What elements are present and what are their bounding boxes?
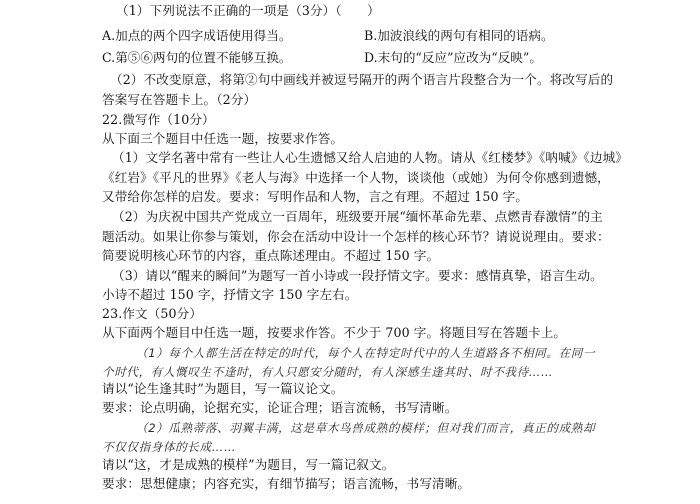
section-22-prompt-3-line-1: （3）请以“醒来的瞬间”为题写一首小诗或一段抒情文字。要求：感情真挚，语言生动。: [112, 268, 603, 283]
question-1-stem: （1）下列说法不正确的一项是（3分）（ ）: [116, 3, 380, 18]
section-22-prompt-1-line-3: 又带给你怎样的启发。要求：写明作品和人物，言之有理。不超过 150 字。: [102, 189, 529, 204]
option-d: D.末句的“反应”应改为“反映”。: [364, 50, 542, 65]
section-23-title: 23.作文（50分）: [102, 306, 203, 321]
section-23-prompt-2-line-2: 不仅仅指身体的长成……: [102, 440, 237, 454]
option-c: C.第⑤⑥两句的位置不能够互换。: [102, 50, 292, 65]
section-23-prompt-2-task: 请以“这，才是成熟的模样”为题目，写一篇记叙文。: [102, 457, 395, 472]
section-22-prompt-2-line-3: 简要说明核心环节的内容，重点陈述理由。不超过 150 字。: [102, 248, 440, 263]
section-23-prompt-2-requirement: 要求：思想健康；内容充实，有细节描写；语言流畅，书写清晰。: [102, 476, 471, 491]
section-22-prompt-1-line-2: 《红岩》《平凡的世界》《老人与海》中选择一个人物，谈谈他（或她）为何令你感到遗憾，: [102, 170, 610, 185]
option-a: A.加点的两个四字成语使用得当。: [102, 28, 292, 43]
option-b: B.加波浪线的两句有相同的语病。: [364, 28, 554, 43]
section-22-prompt-3-line-2: 小诗不超过 150 字，抒情文字 150 字左右。: [102, 287, 358, 302]
section-22-prompt-2-line-1: （2）为庆祝中国共产党成立一百周年，班级要开展“缅怀革命先辈、点燃青春激情”的主: [112, 209, 603, 224]
section-23-prompt-1-task: 请以“论生逢其时”为题目，写一篇议论文。: [102, 381, 344, 396]
section-23-intro: 从下面两个题目中任选一题，按要求作答。不少于 700 字。将题目写在答题卡上。: [102, 325, 567, 340]
section-23-prompt-1-line-2: 个时代，有人慨叹生不逢时，有人只愿安分随时，有人深感生逢其时、时不我待……: [102, 365, 554, 379]
question-2-line-1: （2）不改变原意，将第②句中画线并被逗号隔开的两个语言片段整合为一个。将改写后的: [110, 72, 614, 87]
section-23-prompt-1-requirement: 要求：论点明确，论据充实，论证合理；语言流畅，书写清晰。: [102, 400, 458, 415]
section-23-prompt-1-line-1: （1）每个人都生活在特定的时代，每个人在特定时代中的人生道路各不相同。在同一: [136, 346, 596, 360]
section-22-title: 22.微写作（10分）: [102, 112, 215, 127]
section-23-prompt-2-line-1: （2）瓜熟蒂落、羽翼丰满，这是草木鸟兽成熟的模样；但对我们而言，真正的成熟却: [136, 421, 596, 435]
question-2-line-2: 答案写在答题卡上。（2分）: [102, 92, 257, 107]
section-22-prompt-2-line-2: 题活动。如果让你参与策划，你会在活动中设计一个怎样的核心环节？请说说理由。要求：: [102, 229, 610, 244]
section-22-intro: 从下面三个题目中任选一题，按要求作答。: [102, 131, 344, 146]
section-22-prompt-1-line-1: （1）文学名著中常有一些让人心生遗憾又给人启迪的人物。请从《红楼梦》《呐喊》《边城》: [112, 150, 628, 165]
